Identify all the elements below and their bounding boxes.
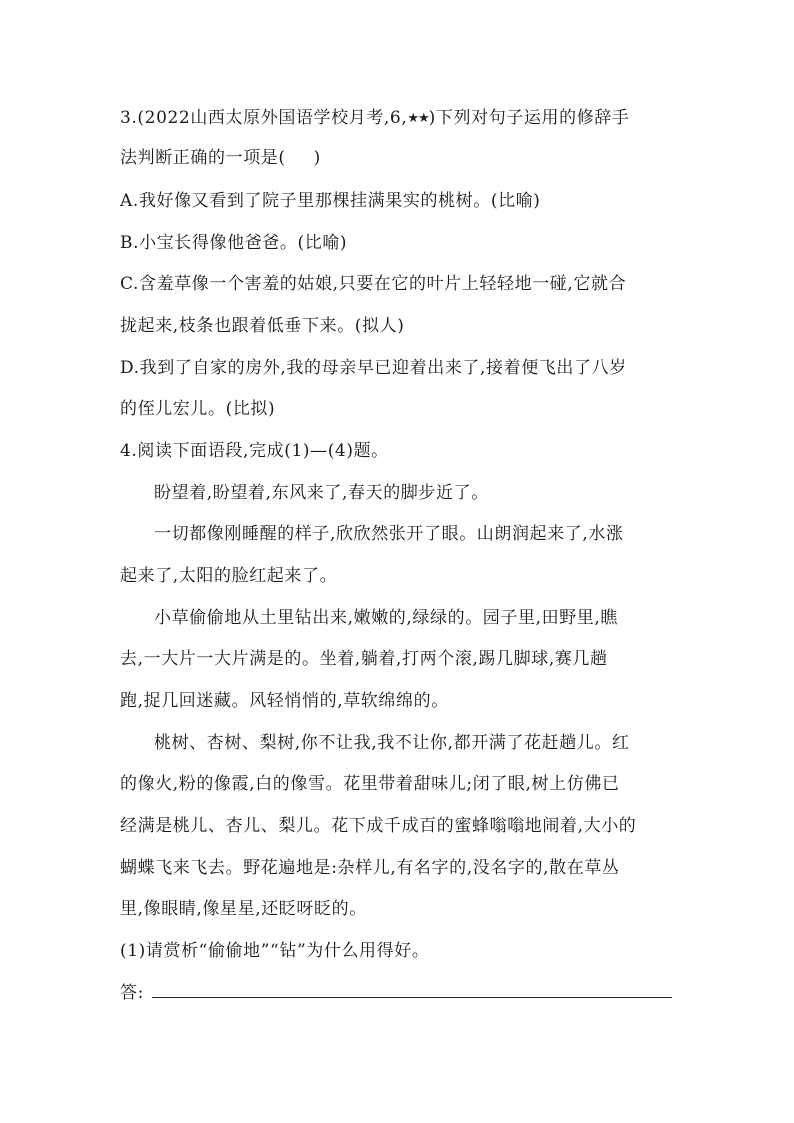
q3-stem-line2-start: 法判断正确的一项是( — [120, 148, 286, 168]
passage-line: 桃树、杏树、梨树,你不让我,我不让你,都开满了花赶趟儿。红 — [154, 733, 630, 753]
q3-stem-line2 — [120, 146, 680, 170]
q3-stem-suffix: )下列对句子运用的修辞手 — [428, 108, 630, 128]
q4-stem: 4.阅读下面语段,完成(1)—(4)题。 — [120, 441, 389, 461]
q3-stem-line1 — [120, 106, 680, 131]
passage-line: 盼望着,盼望着,东风来了,春天的脚步近了。 — [154, 483, 489, 503]
passage-line: 去,一大片一大片满是的。坐着,躺着,打两个滚,踢几脚球,赛几趟 — [120, 649, 608, 669]
q3-option-d-line2: 的侄儿宏儿。(比拟) — [120, 399, 276, 419]
passage-line: 的像火,粉的像霞,白的像雪。花里带着甜味儿;闭了眼,树上仿佛已 — [120, 774, 620, 794]
difficulty-star-rating: ★★ — [407, 111, 429, 126]
passage-line: 小草偷偷地从土里钻出来,嫩嫩的,绿绿的。园子里,田野里,瞧 — [154, 608, 619, 628]
q3-option-a: A.我好像又看到了院子里那棵挂满果实的桃树。(比喻) — [120, 191, 541, 211]
answer-input-line[interactable] — [152, 997, 672, 998]
q3-option-b: B.小宝长得像他爸爸。(比喻) — [120, 233, 348, 253]
passage-line: 蝴蝶飞来飞去。野花遍地是:杂样儿,有名字的,没名字的,散在草丛 — [120, 858, 620, 878]
answer-label: 答: — [120, 983, 144, 1003]
passage-line: 跑,捉几回迷藏。风轻悄悄的,草软绵绵的。 — [120, 691, 449, 711]
difficulty-stars-icon — [407, 107, 428, 131]
q3-stem-prefix: 3.(2022山西太原外国语学校月考,6, — [120, 108, 408, 128]
passage-line: 里,像眼睛,像星星,还眨呀眨的。 — [120, 899, 367, 919]
passage-line: 起来了,太阳的脸红起来了。 — [120, 566, 338, 586]
q3-option-c-line1: C.含羞草像一个害羞的姑娘,只要在它的叶片上轻轻地一碰,它就合 — [120, 274, 627, 294]
q3-stem-line2-end: ) — [313, 148, 321, 168]
q3-option-d-line1: D.我到了自家的房外,我的母亲早已迎着出来了,接着便飞出了八岁 — [120, 358, 627, 378]
q4-sub1: (1)请赏析“偷偷地”“钻”为什么用得好。 — [120, 941, 430, 961]
passage-line: 经满是桃儿、杏儿、梨儿。花下成千成百的蜜蜂嗡嗡地闹着,大小的 — [120, 816, 637, 836]
passage-line: 一切都像刚睡醒的样子,欣欣然张开了眼。山朗润起来了,水涨 — [154, 524, 624, 544]
q3-option-c-line2: 拢起来,枝条也跟着低垂下来。(拟人) — [120, 316, 405, 336]
